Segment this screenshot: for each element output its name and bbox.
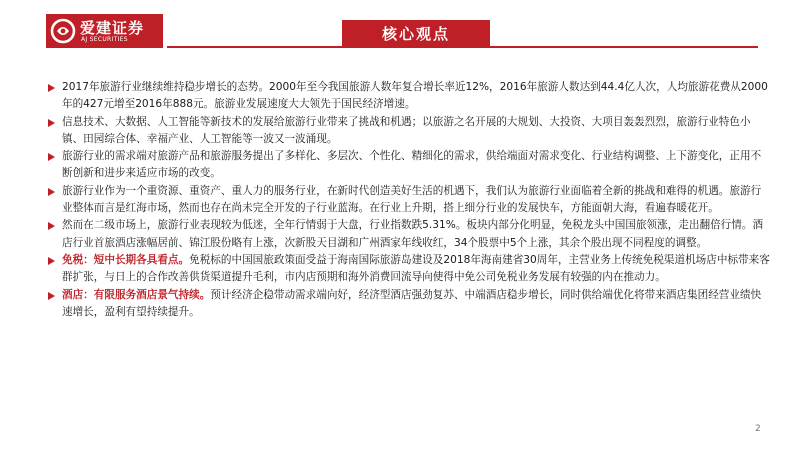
key-points-list [48, 79, 770, 321]
logo-mark-icon [50, 18, 76, 44]
triangle-bullet-icon [48, 257, 55, 265]
bullet-lead: 免税：短中长期各具看点。 [62, 253, 190, 266]
page-title: 核心观点 [342, 20, 490, 48]
logo-text-cn: 爱建证券 [80, 19, 145, 37]
bullet-text: 信息技术、大数据、人工智能等新技术的发展给旅游行业带来了挑战和机遇；以旅游之名开展的大规划、大投资、大项目轰轰烈烈，旅游行业特色小镇、田园综合体、幸福产业、人工智能等一波又一波涌现。 [62, 115, 751, 145]
bullet-item [48, 183, 770, 218]
triangle-bullet-icon [48, 188, 55, 196]
triangle-bullet-icon [48, 222, 55, 230]
bullet-item [48, 252, 770, 287]
bullet-lead: 酒店：有限服务酒店景气持续。 [62, 288, 211, 301]
page-number: 2 [755, 424, 761, 434]
bullet-item [48, 287, 770, 322]
brand-logo [46, 14, 163, 48]
bullet-item [48, 148, 770, 183]
bullet-item [48, 114, 770, 149]
triangle-bullet-icon [48, 119, 55, 127]
triangle-bullet-icon [48, 292, 55, 300]
bullet-text: 旅游行业作为一个重资源、重资产、重人力的服务行业，在新时代创造美好生活的机遇下，我们认为旅游行业面临着全新的挑战和难得的机遇。旅游行业整体而言是红海市场，然而也存在尚未完全开发的子行业蓝海。在行业上升期，搭上细分行业的发展快车，方能面朝大海，看遍春暖花开。 [62, 184, 762, 215]
logo-text-en: AJ SECURITIES [81, 36, 128, 43]
bullet-item [48, 79, 770, 114]
bullet-item [48, 217, 770, 252]
bullet-text: 免税标的中国国旅政策面受益于海南国际旅游岛建设及2018年海南建省30周年，主营业务上传统免税渠道机场店中标带来客群扩张，与日上的合作改善供货渠道提升毛利，市内店预期和海外消费回流导向使得中免公司免税业务发展有较强的内在推动力。 [62, 253, 770, 284]
bullet-text: 2017年旅游行业继续维持稳步增长的态势。2000年至今我国旅游人数年复合增长率近12%，2016年旅游人数达到44.4亿人次，人均旅游花费从2000年的427元增至2016年888元。旅游业发展速度大大领先于国民经济增速。 [62, 81, 768, 111]
triangle-bullet-icon [48, 153, 55, 161]
bullet-text: 旅游行业的需求端对旅游产品和旅游服务提出了多样化、多层次、个性化、精细化的需求，供给端面对需求变化、行业结构调整、上下游变化，正用不断创新和进步来适应市场的改变。 [62, 150, 762, 180]
bullet-text: 然而在二级市场上，旅游行业表现较为低迷，全年行情弱于大盘，行业指数跌5.31%。板块内部分化明显，免税龙头中国国旅领涨，走出翻倍行情。酒店行业首旅酒店涨幅居前、锦江股份略有上涨，次新股天目湖和广州酒家年线收红，34个股票中5个上涨，其余个股出现不同程度的调整。 [62, 219, 764, 249]
bullet-text: 预计经济企稳带动需求端向好，经济型酒店强劲复苏、中端酒店稳步增长，同时供给端优化将带来酒店集团经营业绩快速增长，盈利有望持续提升。 [62, 288, 762, 318]
triangle-bullet-icon [48, 84, 55, 92]
